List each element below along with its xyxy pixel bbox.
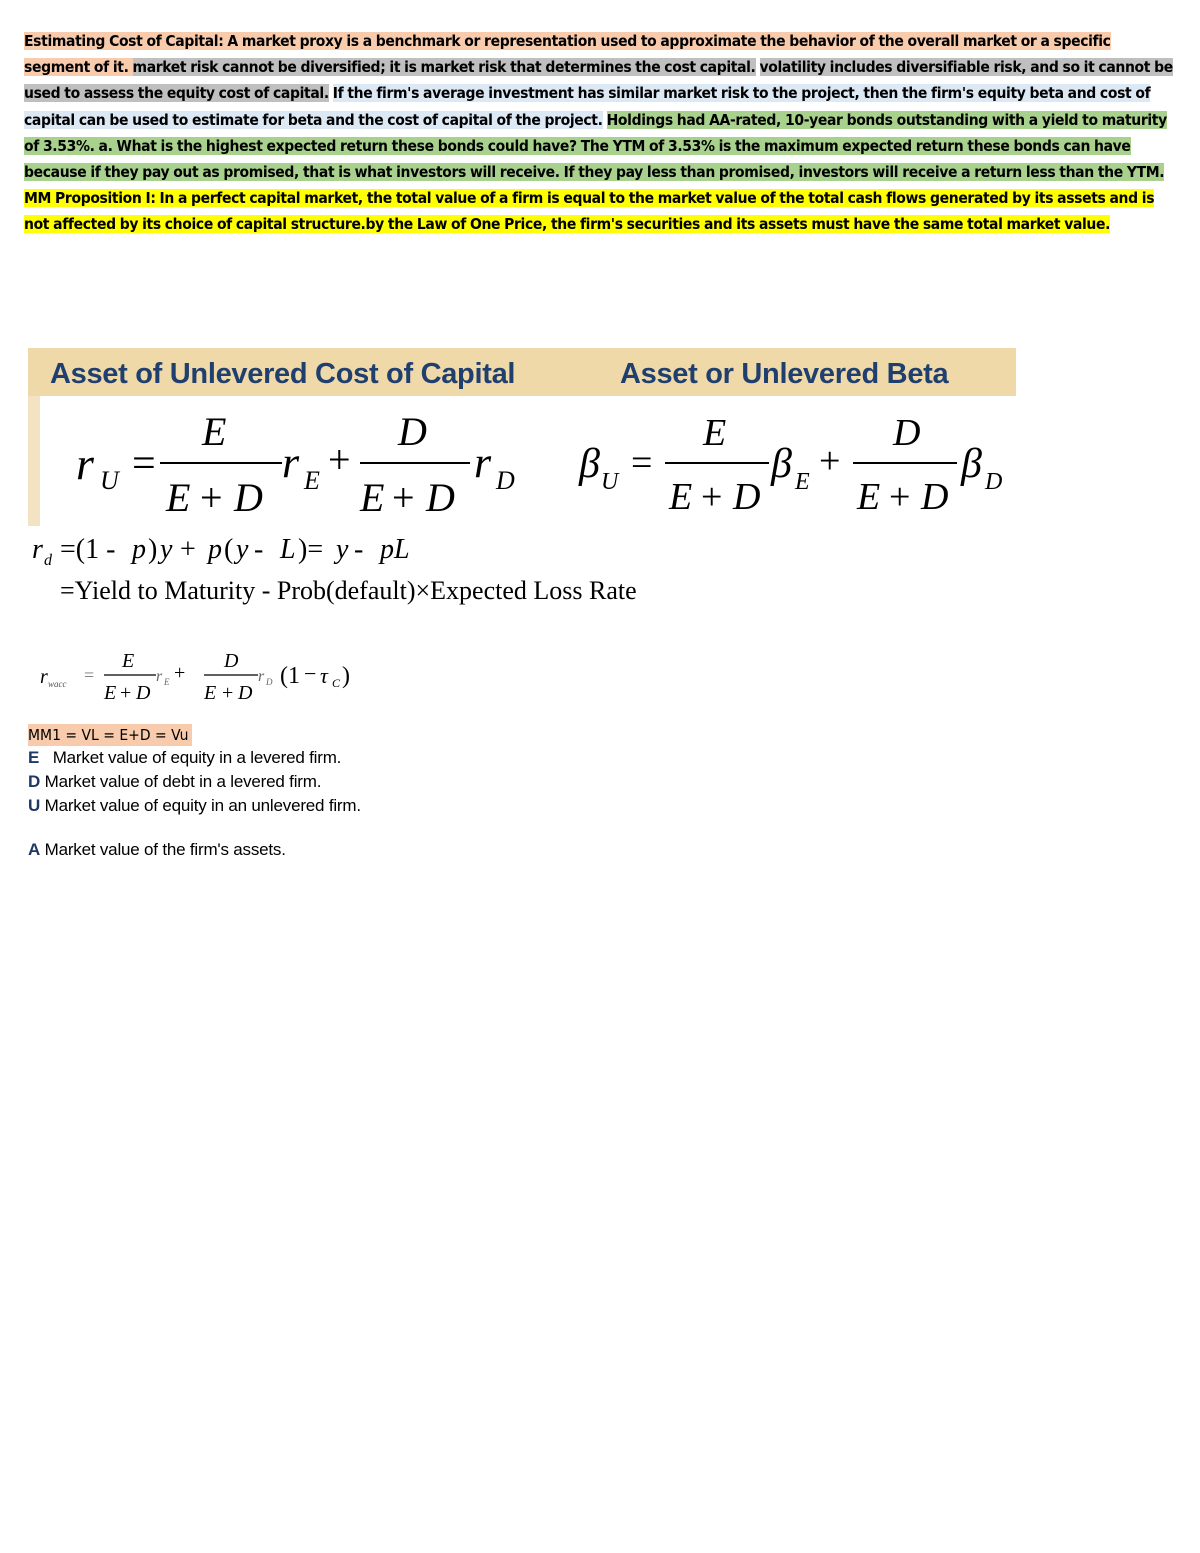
svg-text:E: E bbox=[104, 682, 117, 704]
definition-text: Market value of equity in an unlevered firm. bbox=[44, 796, 361, 815]
highlight-firm-beta: If the firm's average investment has similar market risk to the project, then the firm's equity beta and cost of capital can be used to estimate for beta and the cost of capital of the project. bbox=[24, 84, 1151, 129]
svg-text:E: E bbox=[164, 677, 170, 687]
definition-debt bbox=[28, 772, 321, 792]
unlevered-cost-formula bbox=[70, 405, 540, 523]
definition-text: Market value of equity in a levered firm. bbox=[52, 748, 342, 767]
definition-text: Market value of the firm's assets. bbox=[44, 840, 286, 859]
svg-text:U: U bbox=[601, 469, 619, 495]
mm1-equation: MM1 = VL = E+D = Vu bbox=[28, 724, 192, 746]
svg-text:D: D bbox=[893, 412, 921, 454]
definition-equity bbox=[28, 748, 341, 768]
unlevered-cost-title: Asset of Unlevered Cost of Capital bbox=[50, 358, 516, 390]
svg-text:r: r bbox=[282, 438, 300, 487]
svg-text:E: E bbox=[304, 466, 320, 495]
svg-text:y: y bbox=[236, 534, 249, 565]
svg-text:E: E bbox=[166, 475, 191, 520]
svg-text:-: - bbox=[254, 534, 264, 565]
debt-cost-formula-line2: =Yield to Maturity - Prob(default)×Expected Loss Rate bbox=[60, 576, 637, 605]
svg-text:(1: (1 bbox=[280, 663, 300, 689]
unlevered-beta-formula bbox=[575, 405, 1015, 523]
svg-text:+: + bbox=[174, 662, 186, 684]
svg-text:+: + bbox=[180, 534, 196, 565]
svg-text:y: y bbox=[160, 534, 173, 565]
definition-key: E bbox=[28, 748, 40, 767]
svg-text:pL: pL bbox=[380, 534, 410, 565]
definition-key: A bbox=[28, 840, 41, 859]
svg-text:)=: )= bbox=[298, 534, 324, 565]
svg-text:E: E bbox=[204, 682, 217, 704]
svg-text:+: + bbox=[819, 440, 841, 482]
svg-text:): ) bbox=[148, 534, 158, 565]
svg-text:wacc: wacc bbox=[48, 679, 67, 689]
svg-text:β: β bbox=[579, 441, 600, 487]
svg-text:D: D bbox=[266, 677, 273, 687]
svg-text:r: r bbox=[474, 438, 492, 487]
svg-text:p: p bbox=[132, 534, 146, 565]
svg-text:L: L bbox=[280, 534, 296, 565]
svg-text:r: r bbox=[156, 668, 163, 685]
highlight-market-risk: market risk cannot be diversified; it is market risk that determines the cost capital. bbox=[132, 58, 756, 77]
svg-text:r: r bbox=[258, 668, 265, 685]
highlight-volatility: volatility includes diversifiable risk, and so it cannot be used to assess the equity cost of capital. bbox=[24, 58, 1173, 103]
wacc-formula bbox=[28, 645, 368, 707]
highlight-market-proxy: Estimating Cost of Capital: A market proxy is a benchmark or representation used to approximate the behavior of the overall market or a specific segment of it. bbox=[24, 32, 1111, 77]
svg-text:β: β bbox=[961, 441, 982, 487]
svg-text:E: E bbox=[703, 412, 727, 454]
svg-text:E: E bbox=[795, 469, 810, 495]
svg-text:y: y bbox=[336, 534, 349, 565]
svg-text:D: D bbox=[238, 682, 253, 704]
svg-text:r: r bbox=[76, 438, 94, 489]
svg-text:+: + bbox=[328, 437, 351, 482]
svg-text:D: D bbox=[224, 650, 239, 672]
svg-text:D: D bbox=[398, 409, 427, 454]
svg-text:+: + bbox=[392, 475, 415, 520]
svg-text:+: + bbox=[200, 475, 223, 520]
svg-text:D: D bbox=[234, 475, 263, 520]
highlight-mm-proposition: MM Proposition I: In a perfect capital market, the total value of a firm is equal to the market value of the total cash flows generated by its assets and is not affected by its choice of capital structure.by the Law of One Price, the firm's securities and its assets must have the same total market value. bbox=[24, 189, 1155, 234]
svg-text:=: = bbox=[84, 665, 95, 685]
svg-text:d: d bbox=[44, 552, 52, 569]
svg-text:=(1 -: =(1 - bbox=[60, 534, 116, 565]
svg-text:τ: τ bbox=[320, 663, 328, 688]
svg-text:D: D bbox=[426, 475, 455, 520]
svg-text:r: r bbox=[32, 534, 43, 565]
svg-text:D: D bbox=[985, 469, 1003, 495]
svg-text:E: E bbox=[857, 476, 881, 518]
svg-text:+: + bbox=[120, 682, 132, 704]
notes-paragraph bbox=[24, 28, 1174, 238]
svg-text:E: E bbox=[202, 409, 227, 454]
svg-text:p: p bbox=[208, 534, 222, 565]
svg-text:β: β bbox=[771, 441, 792, 487]
highlight-bond-question: Holdings had AA-rated, 10-year bonds outstanding with a yield to maturity of 3.53%. a. What is the highest expected return these bonds could have? The YTM of 3.53% is the maximum expected return these bonds can have because if they pay out as promised, that is what investors will receive. If they pay less than promised, investors will receive a return less than the YTM. bbox=[24, 110, 1167, 182]
svg-text:E: E bbox=[360, 475, 385, 520]
svg-text:+: + bbox=[889, 476, 911, 518]
svg-text:): ) bbox=[342, 663, 350, 689]
definition-assets bbox=[28, 840, 286, 860]
svg-text:E: E bbox=[669, 476, 693, 518]
svg-text:=: = bbox=[132, 441, 156, 487]
definition-key: U bbox=[28, 796, 41, 815]
svg-text:U: U bbox=[100, 466, 119, 495]
svg-text:D: D bbox=[921, 476, 949, 518]
svg-text:+: + bbox=[222, 682, 234, 704]
definition-key: D bbox=[28, 772, 41, 791]
svg-text:=: = bbox=[631, 442, 653, 484]
svg-text:+: + bbox=[701, 476, 723, 518]
svg-text:r: r bbox=[40, 666, 48, 688]
definition-unlevered bbox=[28, 796, 361, 816]
svg-text:-: - bbox=[354, 534, 364, 565]
svg-text:D: D bbox=[136, 682, 151, 704]
svg-text:−: − bbox=[304, 661, 317, 686]
svg-text:D: D bbox=[496, 466, 515, 495]
svg-text:(: ( bbox=[224, 534, 234, 565]
definition-text: Market value of debt in a levered firm. bbox=[44, 772, 322, 791]
svg-text:E: E bbox=[122, 650, 135, 672]
unlevered-beta-title: Asset or Unlevered Beta bbox=[620, 358, 949, 390]
svg-text:D: D bbox=[733, 476, 761, 518]
svg-text:C: C bbox=[332, 676, 341, 690]
